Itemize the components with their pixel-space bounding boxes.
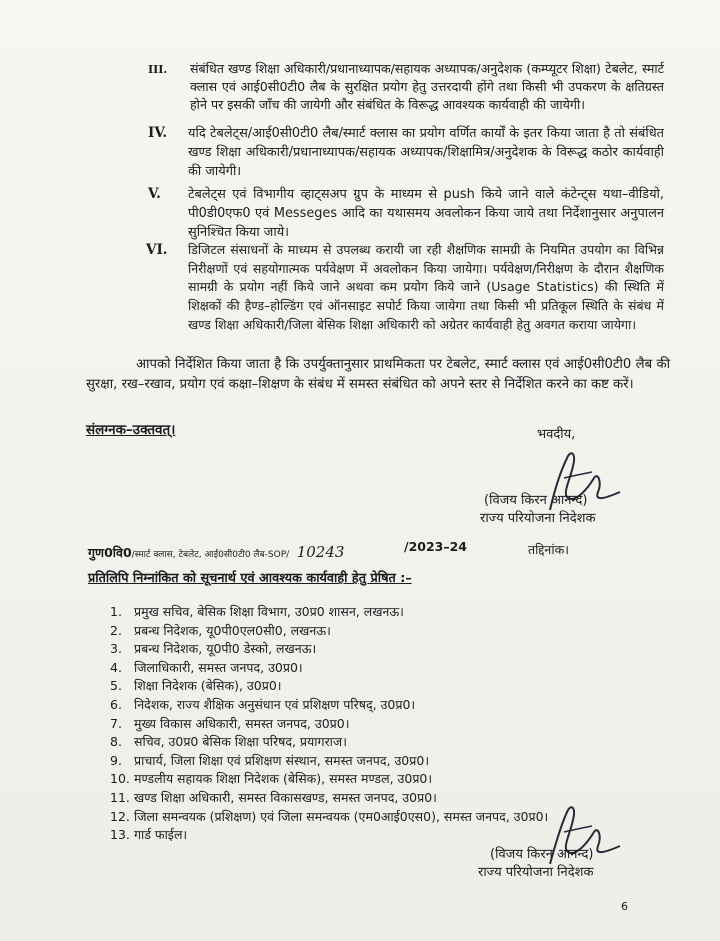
point-iii — [148, 60, 664, 120]
point-number: VI. — [146, 242, 168, 258]
salutation: भवदीय, — [537, 427, 576, 442]
copy-heading: प्रतिलिपि निम्नांकित को सूचनार्थ एवं आवश्यक कार्यवाही हेतु प्रेषित :– — [88, 571, 412, 586]
closing-paragraph: आपको निर्देशित किया जाता है कि उपर्युक्तानुसार प्राथमिकता पर टेबलेट, स्मार्ट क्लास एवं आई0सी0टी0 लैब की सुरक्षा, रख–रखाव, प्रयोग एवं कक्षा–शिक्षण के संबंध में समस्त संबंधित को अपने स्तर से निर्देशित करने का कष्ट करें। — [86, 357, 670, 392]
signatory-1-name: (विजय किरन आनन्द) — [484, 493, 588, 508]
ref-year: /2023–24 — [404, 539, 468, 554]
point-iv — [148, 124, 664, 182]
list-item: 3. प्रबन्ध निदेशक, यू0पी0 डेस्को, लखनऊ। — [110, 641, 317, 657]
list-item: 4. जिलाधिकारी, समस्त जनपद, उ0प्र0। — [110, 659, 303, 675]
list-item: 9. प्राचार्य, जिला शिक्षा एवं प्रशिक्षण संस्थान, समस्त जनपद, उ0प्र0। — [110, 752, 430, 768]
reference-line — [88, 543, 344, 561]
point-text: यदि टेबलेट्स/आई0सी0टी0 लैब/स्मार्ट क्लास का प्रयोग वर्णित कार्यों के इतर किया जाता है तो संबंधित खण्ड शिक्षा अधिकारी/प्रधानाध्यापक/सहायक अध्यापक/शिक्षामित्र/अनुदेशक के विरूद्ध कठोर कार्यवाही की जायेगी। — [188, 126, 664, 179]
list-item: 13. गार्ड फाईल। — [110, 827, 188, 843]
page-number: 6 — [621, 900, 628, 913]
point-number: IV. — [148, 125, 168, 141]
point-text: टेबलेट्स एवं विभागीय व्हाट्सअप ग्रुप के माध्यम से push किये जाने वाले कंटेन्ट्स यथा–वीडियो, पी0डी0एफ0 एवं Messeges आदि का यथासमय अवलोकन किया जाये तथा निर्देशानुसार अनुपालन सुनिश्चित किया जाये। — [188, 187, 664, 240]
list-item: 8. सचिव, उ0प्र0 बेसिक शिक्षा परिषद, प्रयागराज। — [110, 734, 347, 750]
list-item: 1. प्रमुख सचिव, बेसिक शिक्षा विभाग, उ0प्र0 शासन, लखनऊ। — [110, 604, 404, 619]
point-text: डिजिटल संसाधनों के माध्यम से उपलब्ध करायी जा रही शैक्षणिक सामग्री के नियमित उपयोग का विभिन्न निरीक्षणों एवं सहयोगात्मक पर्यवेक्षण में अवलोकन किया जायेगा। पर्यवेक्षण/निरीक्षण के दौरान शैक्षणिक सामग्री के प्रयोग नहीं किये जाने अथवा कम प्रयोग किये जाने (Usage Statistics) की स्थिति में शिक्षकों की हैण्ड–होल्डिंग एवं ऑनसाइट सपोर्ट किया जायेगा तथा किसी भी प्रतिकूल स्थिति के संबंध में खण्ड शिक्षा अधिकारी/जिला बेसिक शिक्षा अधिकारी को अग्रेतर कार्यवाही हेतु अवगत कराया जायेगा। — [188, 242, 664, 332]
list-item: 2. प्रबन्ध निदेशक, यू0पी0एल0सी0, लखनऊ। — [110, 622, 331, 638]
point-text: संबंधित खण्ड शिक्षा अधिकारी/प्रधानाध्यापक/सहायक अध्यापक/अनुदेशक (कम्प्यूटर शिक्षा) टेबलेट, स्मार्ट क्लास एवं आई0सी0टी0 लैब के सुरक्षित प्रयोग हेतु उत्तरदायी होंगे तथा किसी भी उपकरण के क्षतिग्रस्त होने पर इसकी जाँच की जायेगी और संबंधित के विरूद्ध आवश्यक कार्यवाही की जायेगी। — [190, 61, 664, 112]
list-item: 5. शिक्षा निदेशक (बेसिक), उ0प्र0। — [110, 678, 282, 694]
ref-date-label: तद्दिनांक। — [528, 542, 569, 557]
list-item: 7. मुख्य विकास अधिकारी, समस्त जनपद, उ0प्र0। — [110, 715, 350, 731]
ref-prefix: गुण0वि0 — [88, 545, 132, 560]
list-item: 12. जिला समन्वयक (प्रशिक्षण) एवं जिला समन्वयक (एम0आई0एस0), समस्त जनपद, उ0प्र0। — [110, 808, 549, 824]
list-item: 11. खण्ड शिक्षा अधिकारी, समस्त विकासखण्ड, समस्त जनपद, उ0प्र0। — [110, 789, 437, 805]
point-vi — [146, 241, 666, 351]
ref-subject: /स्मार्ट क्लास, टेबलेट, आई0सी0टी0 लैब-SOP/ — [131, 550, 290, 560]
list-item: 6. निदेशक, राज्य शैक्षिक अनुसंधान एवं प्रशिक्षण परिषद्, उ0प्र0। — [110, 696, 416, 712]
enclosure-label: संलग्नक–उक्तवत्। — [86, 422, 176, 438]
copy-list — [110, 603, 548, 845]
point-v — [148, 185, 664, 243]
signatory-2-name: (विजय किरन आनन्द) — [490, 847, 594, 862]
point-number: III. — [148, 63, 168, 76]
point-number: V. — [148, 186, 161, 202]
list-item: 10. मण्डलीय सहायक शिक्षा निदेशक (बेसिक), समस्त मण्डल, उ0प्र0। — [110, 771, 433, 787]
signatory-1-designation: राज्य परियोजना निदेशक — [480, 511, 596, 526]
signatory-2-designation: राज्य परियोजना निदेशक — [478, 865, 594, 880]
ref-number: 10243 — [296, 543, 345, 561]
